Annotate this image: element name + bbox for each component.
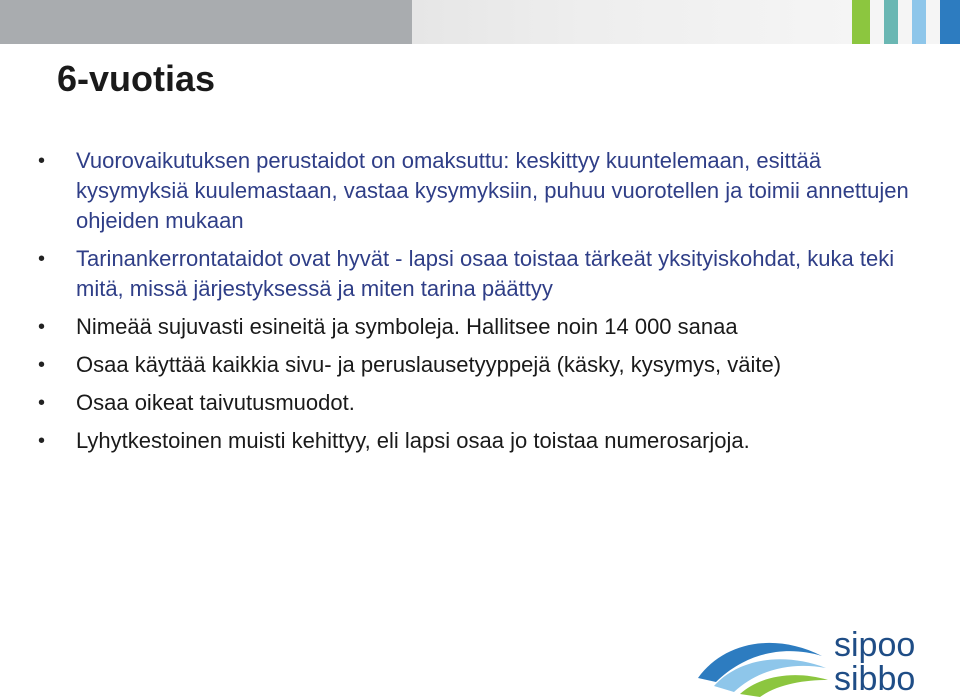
stripe-gap bbox=[898, 0, 912, 44]
bullet-text: Tarinankerrontataidot ovat hyvät - lapsi osaa toistaa tärkeät yksityiskohdat, kuka teki mitä, missä järjestyksessä ja miten tarina päättyy bbox=[76, 246, 895, 301]
bullet-item bbox=[38, 388, 918, 418]
stripe-lightblue bbox=[912, 0, 926, 44]
stripe-gap bbox=[926, 0, 940, 44]
bullet-item bbox=[38, 146, 918, 236]
top-decorative-bar bbox=[0, 0, 960, 44]
bullet-item bbox=[38, 426, 918, 456]
logo-word-sipoo: sipoo bbox=[834, 626, 916, 664]
bullet-text: Osaa oikeat taivutusmuodot. bbox=[76, 390, 355, 415]
bullet-item bbox=[38, 244, 918, 304]
sipoo-sibbo-logo bbox=[694, 624, 934, 697]
bullet-text: Lyhytkestoinen muisti kehittyy, eli lapsi osaa jo toistaa numerosarjoja. bbox=[76, 428, 750, 453]
top-bar-fade bbox=[412, 0, 852, 44]
stripe-blue bbox=[940, 0, 960, 44]
bullet-item bbox=[38, 312, 918, 342]
bullet-text: Osaa käyttää kaikkia sivu- ja peruslausetyyppejä (käsky, kysymys, väite) bbox=[76, 352, 782, 377]
bullet-list bbox=[38, 146, 918, 464]
stripe-teal bbox=[884, 0, 898, 44]
bullet-text: Vuorovaikutuksen perustaidot on omaksuttu: keskittyy kuuntelemaan, esittää kysymyksiä kuulemastaan, vastaa kysymyksiin, puhuu vuorotellen ja toimii annettujen ohjeiden mukaan bbox=[76, 148, 909, 233]
stripe-gap bbox=[870, 0, 884, 44]
logo-word-sibbo: sibbo bbox=[834, 660, 916, 698]
bullet-text: Nimeää sujuvasti esineitä ja symboleja. Hallitsee noin 14 000 sanaa bbox=[76, 314, 738, 339]
wave-swoosh-icon bbox=[694, 624, 834, 697]
top-bar-gray-band bbox=[0, 0, 412, 44]
stripe-green bbox=[852, 0, 870, 44]
slide-title: 6-vuotias bbox=[57, 58, 216, 99]
bullet-item bbox=[38, 350, 918, 380]
